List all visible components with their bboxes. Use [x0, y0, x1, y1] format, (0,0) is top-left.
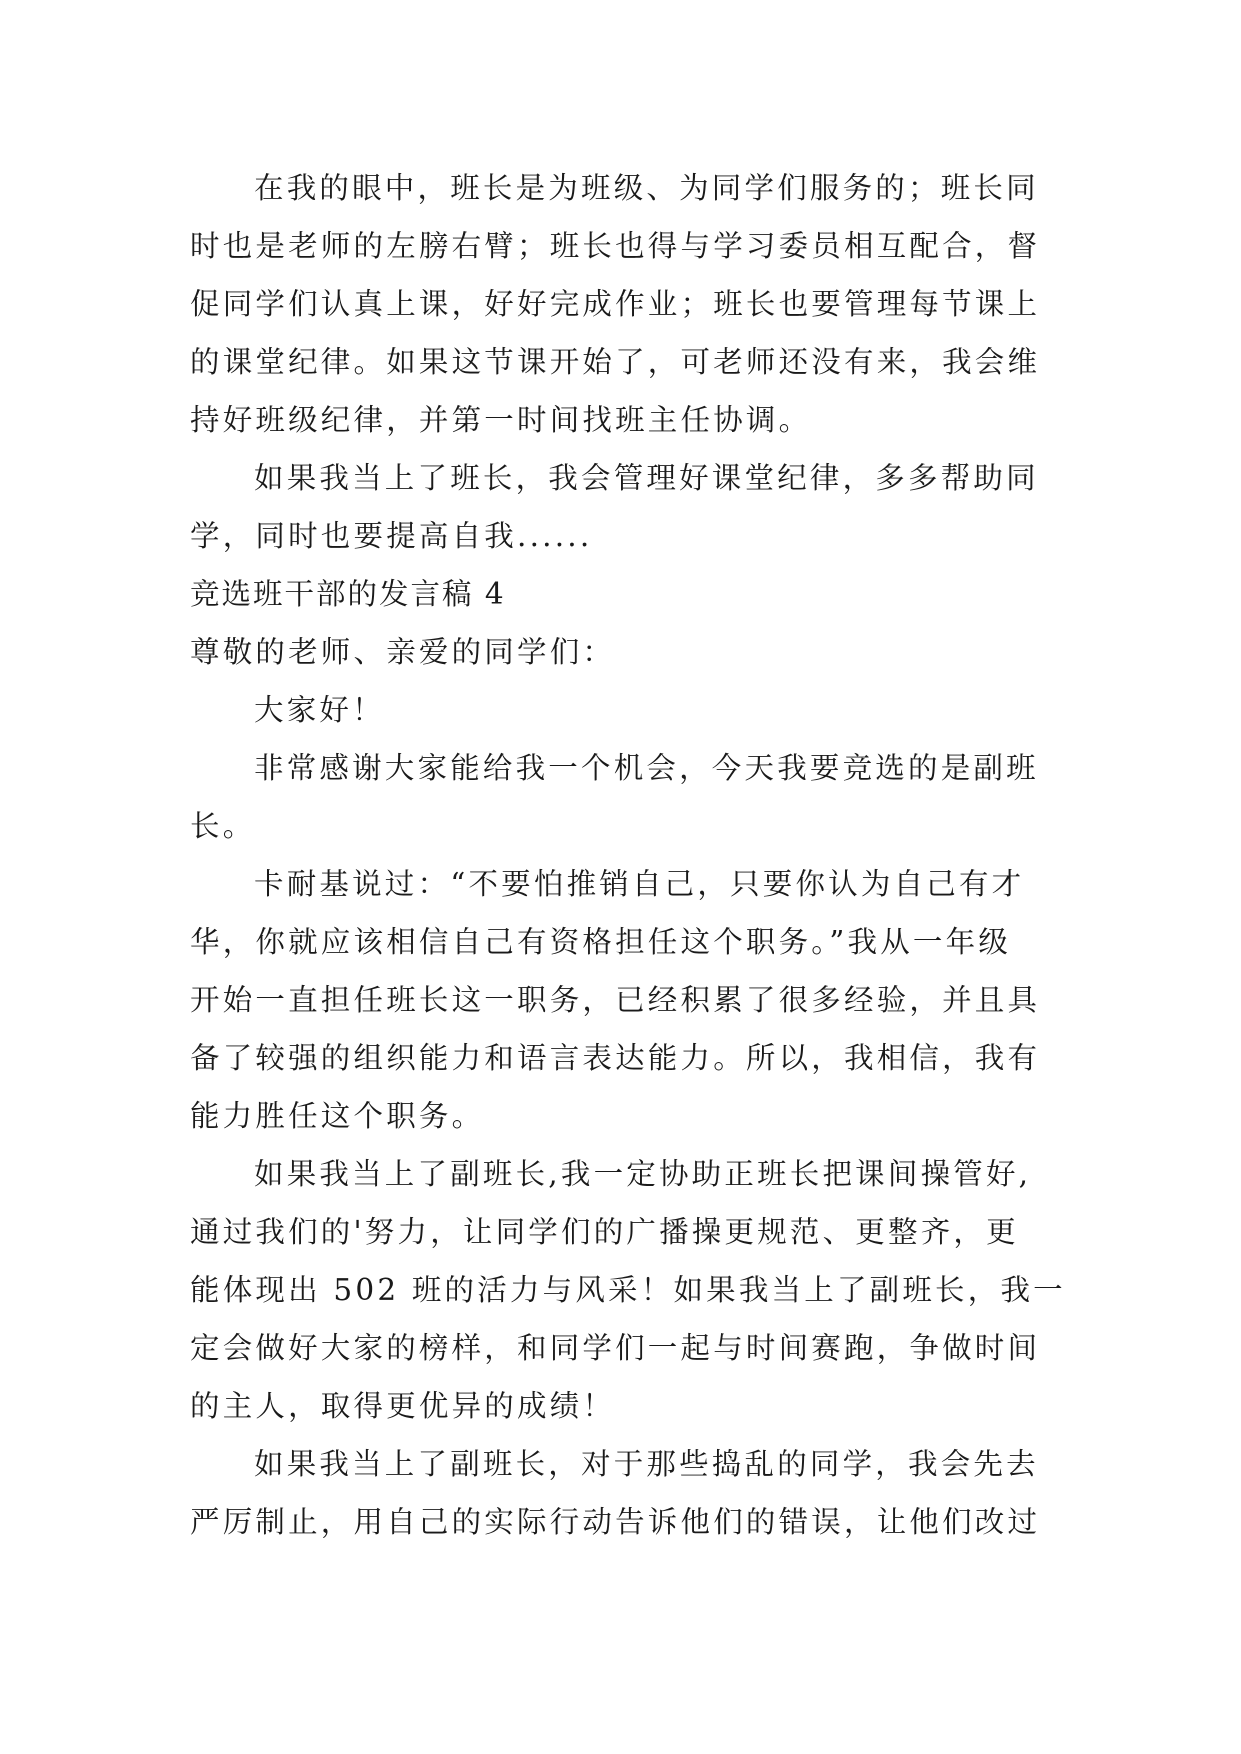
paragraph-line: 如果我当上了班长，我会管理好课堂纪律，多多帮助同: [254, 461, 1039, 495]
paragraph-line: 备了较强的组织能力和语言表达能力。所以，我相信，我有: [190, 1041, 1041, 1075]
paragraph-line: 促同学们认真上课，好好完成作业；班长也要管理每节课上: [190, 287, 1041, 321]
section-heading: 竞选班干部的发言稿 4: [190, 577, 506, 611]
paragraph-line: 定会做好大家的榜样，和同学们一起与时间赛跑，争做时间: [190, 1331, 1041, 1365]
paragraph-line: 持好班级纪律，并第一时间找班主任协调。: [190, 403, 812, 437]
document-body: [190, 159, 1066, 1551]
paragraph-line: 能力胜任这个职务。: [190, 1099, 485, 1133]
paragraph-line: 长。: [190, 809, 256, 843]
paragraph-line: 通过我们的'努力，让同学们的广播操更规范、更整齐，更: [190, 1215, 1019, 1249]
paragraph-line: 卡耐基说过：“不要怕推销自己，只要你认为自己有才: [254, 867, 1025, 901]
paragraph-line: 严厉制止，用自己的实际行动告诉他们的错误，让他们改过: [190, 1505, 1041, 1539]
salutation: 尊敬的老师、亲爱的同学们：: [190, 635, 616, 669]
paragraph-line: 非常感谢大家能给我一个机会，今天我要竞选的是副班: [254, 751, 1039, 785]
paragraph-line: 的主人，取得更优异的成绩！: [190, 1389, 616, 1423]
paragraph-line: 的课堂纪律。如果这节课开始了，可老师还没有来，我会维: [190, 345, 1041, 379]
paragraph-line: 开始一直担任班长这一职务，已经积累了很多经验，并且具: [190, 983, 1041, 1017]
paragraph-line: 时也是老师的左膀右臂；班长也得与学习委员相互配合，督: [190, 229, 1041, 263]
paragraph-line: 能体现出 502 班的活力与风采！如果我当上了副班长，我一: [190, 1273, 1066, 1307]
paragraph-line: 华，你就应该相信自己有资格担任这个职务。”我从一年级: [190, 925, 1012, 959]
paragraph-line: 在我的眼中，班长是为班级、为同学们服务的；班长同: [254, 171, 1039, 205]
greeting: 大家好！: [254, 693, 385, 727]
paragraph-line: 学，同时也要提高自我......: [190, 519, 593, 553]
paragraph-line: 如果我当上了副班长，对于那些捣乱的同学，我会先去: [254, 1447, 1039, 1481]
paragraph-line: 如果我当上了副班长,我一定协助正班长把课间操管好,: [254, 1157, 1032, 1191]
